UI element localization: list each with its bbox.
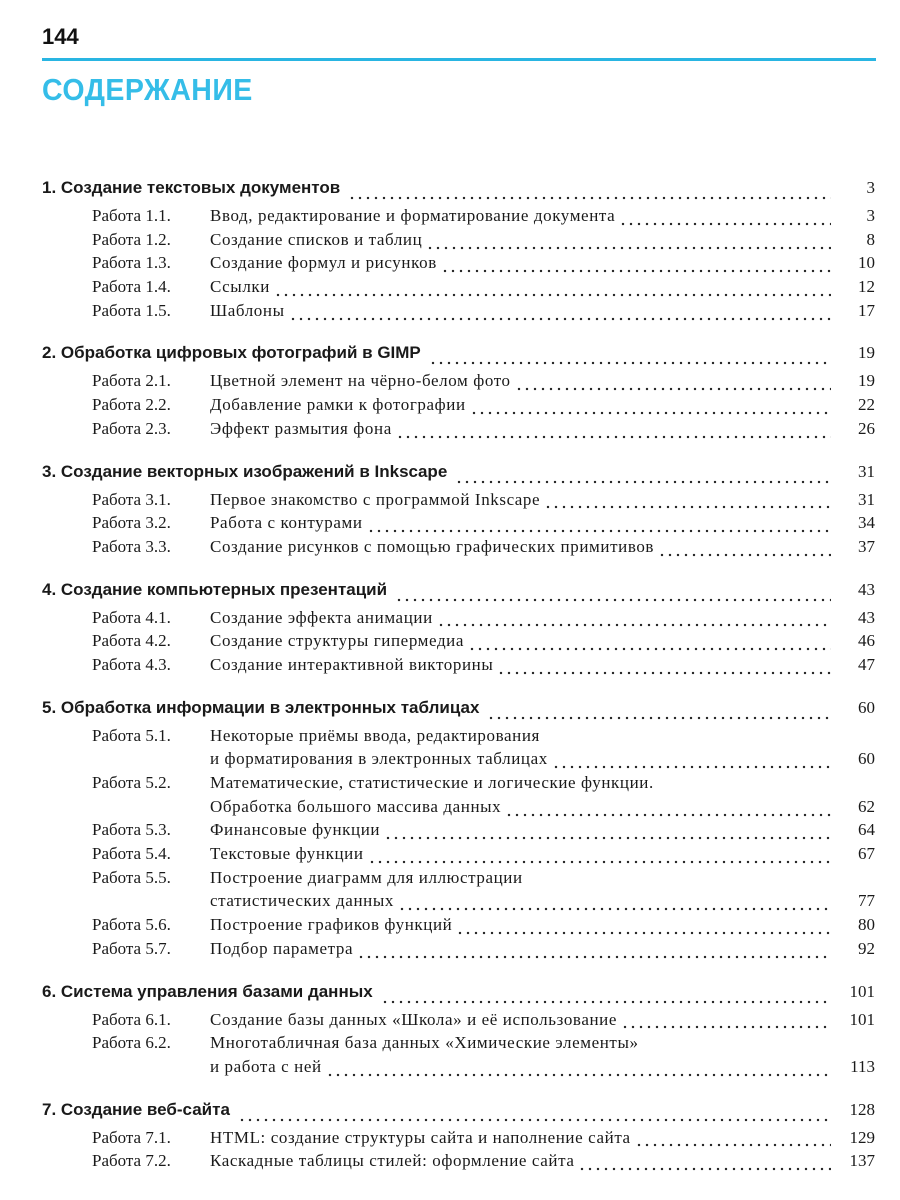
toc-section — [42, 462, 875, 561]
toc-work-entry[interactable] — [42, 490, 875, 514]
header-rule — [42, 58, 876, 61]
toc-work-entry[interactable] — [42, 1010, 875, 1034]
work-page: 31 — [858, 489, 875, 509]
toc-work-entry[interactable] — [42, 631, 875, 655]
work-page: 10 — [858, 253, 875, 273]
work-page: 46 — [858, 631, 875, 651]
leader-dots — [274, 293, 831, 297]
leader-dots — [368, 860, 831, 864]
work-title: Шаблоны — [210, 300, 285, 320]
work-number: Работа 4.1. — [92, 607, 171, 627]
work-number: Работа 3.2. — [92, 513, 171, 533]
toc-work-entry[interactable] — [42, 253, 875, 277]
leader-dots — [348, 196, 831, 200]
chapter-page: 43 — [858, 579, 875, 599]
chapter-title: 2. Обработка цифровых фотографий в GIMP — [42, 343, 421, 363]
leader-dots — [398, 907, 831, 911]
toc-work-entry[interactable] — [42, 1151, 875, 1175]
work-page: 113 — [850, 1056, 875, 1076]
leader-dots — [426, 246, 831, 250]
toc-work-entry[interactable] — [42, 1128, 875, 1152]
work-number: Работа 2.2. — [92, 395, 171, 415]
work-number: Работа 3.3. — [92, 536, 171, 556]
work-page: 67 — [858, 844, 875, 864]
page-title: СОДЕРЖАНИЕ — [42, 72, 253, 107]
leader-dots — [619, 222, 831, 226]
work-title: HTML: создание структуры сайта и наполнение сайта — [210, 1127, 631, 1147]
toc-work-entry[interactable] — [42, 513, 875, 537]
toc-work-entry[interactable] — [42, 726, 875, 750]
work-number: Работа 3.1. — [92, 489, 171, 509]
toc-chapter-entry[interactable] — [42, 343, 875, 371]
chapter-page: 31 — [858, 461, 875, 481]
work-title: Построение графиков функций — [210, 915, 453, 935]
leader-dots — [487, 716, 831, 720]
work-number: Работа 6.2. — [92, 1033, 171, 1053]
work-title: Каскадные таблицы стилей: оформление сайта — [210, 1151, 575, 1171]
leader-dots — [441, 269, 831, 273]
work-title: статистических данных — [210, 891, 394, 911]
work-title: Создание интерактивной викторины — [210, 654, 494, 674]
leader-dots — [544, 505, 831, 509]
leader-dots — [395, 598, 831, 602]
work-number: Работа 5.6. — [92, 915, 171, 935]
work-page: 34 — [858, 513, 875, 533]
work-page: 19 — [858, 371, 875, 391]
toc-work-entry[interactable] — [42, 915, 875, 939]
work-page: 92 — [858, 938, 875, 958]
chapter-title: 3. Создание векторных изображений в Inkscape — [42, 461, 448, 481]
work-number: Работа 4.2. — [92, 631, 171, 651]
leader-dots — [552, 765, 831, 769]
work-title: Некоторые приёмы ввода, редактирования — [210, 725, 540, 745]
leader-dots — [289, 317, 831, 321]
leader-dots — [515, 387, 831, 391]
leader-dots — [367, 529, 831, 533]
toc-work-entry[interactable] — [42, 206, 875, 230]
work-title: Создание базы данных «Школа» и её использование — [210, 1009, 618, 1029]
leader-dots — [455, 480, 831, 484]
chapter-page: 19 — [858, 343, 875, 363]
toc-work-entry[interactable] — [42, 301, 875, 325]
work-number: Работа 4.3. — [92, 654, 171, 674]
leader-dots — [635, 1143, 831, 1147]
work-page: 101 — [849, 1009, 875, 1029]
chapter-title: 6. Система управления базами данных — [42, 981, 373, 1001]
toc-section — [42, 343, 875, 442]
work-page: 60 — [858, 749, 875, 769]
leader-dots — [429, 361, 831, 365]
work-title: Первое знакомство с программой Inkscape — [210, 489, 541, 509]
chapter-page: 128 — [849, 1099, 875, 1119]
toc-work-entry[interactable] — [42, 939, 875, 963]
work-title: Создание рисунков с помощью графических примитивов — [210, 536, 655, 556]
work-page: 37 — [858, 536, 875, 556]
toc-work-entry[interactable] — [42, 844, 875, 868]
chapter-title: 4. Создание компьютерных презентаций — [42, 579, 388, 599]
toc-chapter-entry[interactable] — [42, 178, 875, 206]
leader-dots — [621, 1025, 831, 1029]
leader-dots — [396, 435, 831, 439]
toc-section — [42, 1100, 875, 1175]
leader-dots — [658, 553, 831, 557]
leader-dots — [381, 1000, 831, 1004]
toc-work-entry[interactable] — [42, 797, 875, 821]
work-number: Работа 1.3. — [92, 253, 171, 273]
work-title: Создание эффекта анимации — [210, 607, 433, 627]
toc-work-entry[interactable] — [42, 773, 875, 797]
toc-work-entry[interactable] — [42, 537, 875, 561]
work-page: 22 — [858, 395, 875, 415]
work-number: Работа 7.2. — [92, 1151, 171, 1171]
toc-section — [42, 178, 875, 324]
toc-work-entry[interactable] — [42, 419, 875, 443]
work-number: Работа 5.5. — [92, 867, 171, 887]
toc-section — [42, 580, 875, 679]
work-title: Построение диаграмм для иллюстрации — [210, 867, 523, 887]
leader-dots — [384, 836, 831, 840]
work-title: Многотабличная база данных «Химические элементы» — [210, 1033, 639, 1053]
toc-work-entry[interactable] — [42, 608, 875, 632]
chapter-title: 5. Обработка информации в электронных таблицах — [42, 697, 480, 717]
toc-chapter-entry[interactable] — [42, 982, 875, 1010]
leader-dots — [456, 931, 831, 935]
toc-work-entry[interactable] — [42, 371, 875, 395]
work-number: Работа 1.2. — [92, 229, 171, 249]
work-title: Текстовые функции — [210, 844, 364, 864]
toc-work-entry[interactable] — [42, 1033, 875, 1057]
work-page: 17 — [858, 300, 875, 320]
toc-work-entry[interactable] — [42, 395, 875, 419]
toc-work-entry[interactable] — [42, 868, 875, 892]
work-page: 62 — [858, 796, 875, 816]
work-page: 3 — [866, 206, 875, 225]
chapter-page: 101 — [849, 981, 875, 1001]
work-title: Ввод, редактирование и форматирование документа — [210, 206, 616, 225]
work-title: Финансовые функции — [210, 820, 381, 840]
chapter-page: 3 — [866, 178, 875, 197]
work-page: 77 — [858, 891, 875, 911]
work-title: Создание формул и рисунков — [210, 253, 437, 273]
work-title: Создание структуры гипермедиа — [210, 631, 465, 651]
leader-dots — [468, 647, 831, 651]
work-title: и работа с ней — [210, 1056, 322, 1076]
toc-work-entry[interactable] — [42, 277, 875, 301]
work-number: Работа 5.4. — [92, 844, 171, 864]
chapter-title: 1. Создание текстовых документов — [42, 178, 341, 197]
work-title: Работа с контурами — [210, 513, 363, 533]
leader-dots — [238, 1118, 831, 1122]
work-page: 12 — [858, 277, 875, 297]
work-page: 64 — [858, 820, 875, 840]
work-number: Работа 5.2. — [92, 773, 171, 792]
work-title: Ссылки — [210, 277, 270, 297]
leader-dots — [470, 411, 831, 415]
work-number: Работа 2.3. — [92, 418, 171, 438]
work-title: Создание списков и таблиц — [210, 229, 423, 249]
leader-dots — [578, 1167, 831, 1171]
work-number: Работа 6.1. — [92, 1009, 171, 1029]
leader-dots — [497, 671, 831, 675]
leader-dots — [437, 623, 831, 627]
leader-dots — [326, 1073, 831, 1077]
leader-dots — [505, 813, 831, 817]
toc-chapter-entry[interactable] — [42, 462, 875, 490]
toc-work-entry[interactable] — [42, 230, 875, 254]
leader-dots — [357, 955, 831, 959]
work-number: Работа 5.7. — [92, 938, 171, 958]
work-title: и форматирования в электронных таблицах — [210, 749, 548, 769]
toc-section — [42, 982, 875, 1081]
table-of-contents — [42, 178, 875, 1194]
work-page: 80 — [858, 915, 875, 935]
chapter-page: 60 — [858, 697, 875, 717]
work-page: 26 — [858, 418, 875, 438]
toc-chapter-entry[interactable] — [42, 698, 875, 726]
work-number: Работа 1.1. — [92, 206, 171, 225]
page-number: 144 — [42, 24, 79, 49]
toc-work-entry[interactable] — [42, 655, 875, 679]
work-page: 137 — [849, 1151, 875, 1171]
work-number: Работа 5.3. — [92, 820, 171, 840]
work-number: Работа 7.1. — [92, 1127, 171, 1147]
work-title: Подбор параметра — [210, 938, 354, 958]
toc-work-entry[interactable] — [42, 891, 875, 915]
toc-chapter-entry[interactable] — [42, 1100, 875, 1128]
work-title: Эффект размытия фона — [210, 418, 392, 438]
work-number: Работа 5.1. — [92, 725, 171, 745]
work-page: 47 — [858, 654, 875, 674]
toc-work-entry[interactable] — [42, 820, 875, 844]
work-number: Работа 2.1. — [92, 371, 171, 391]
work-title: Обработка большого массива данных — [210, 796, 502, 816]
toc-work-entry[interactable] — [42, 749, 875, 773]
work-page: 129 — [849, 1127, 875, 1147]
toc-section — [42, 698, 875, 963]
work-number: Работа 1.5. — [92, 300, 171, 320]
toc-work-entry[interactable] — [42, 1057, 875, 1081]
toc-chapter-entry[interactable] — [42, 580, 875, 608]
work-number: Работа 1.4. — [92, 277, 171, 297]
work-title: Цветной элемент на чёрно-белом фото — [210, 371, 511, 391]
work-page: 43 — [858, 607, 875, 627]
work-page: 8 — [866, 229, 875, 249]
work-title: Добавление рамки к фотографии — [210, 395, 466, 415]
chapter-title: 7. Создание веб-сайта — [42, 1099, 230, 1119]
work-title: Математические, статистические и логические функции. — [210, 773, 654, 792]
